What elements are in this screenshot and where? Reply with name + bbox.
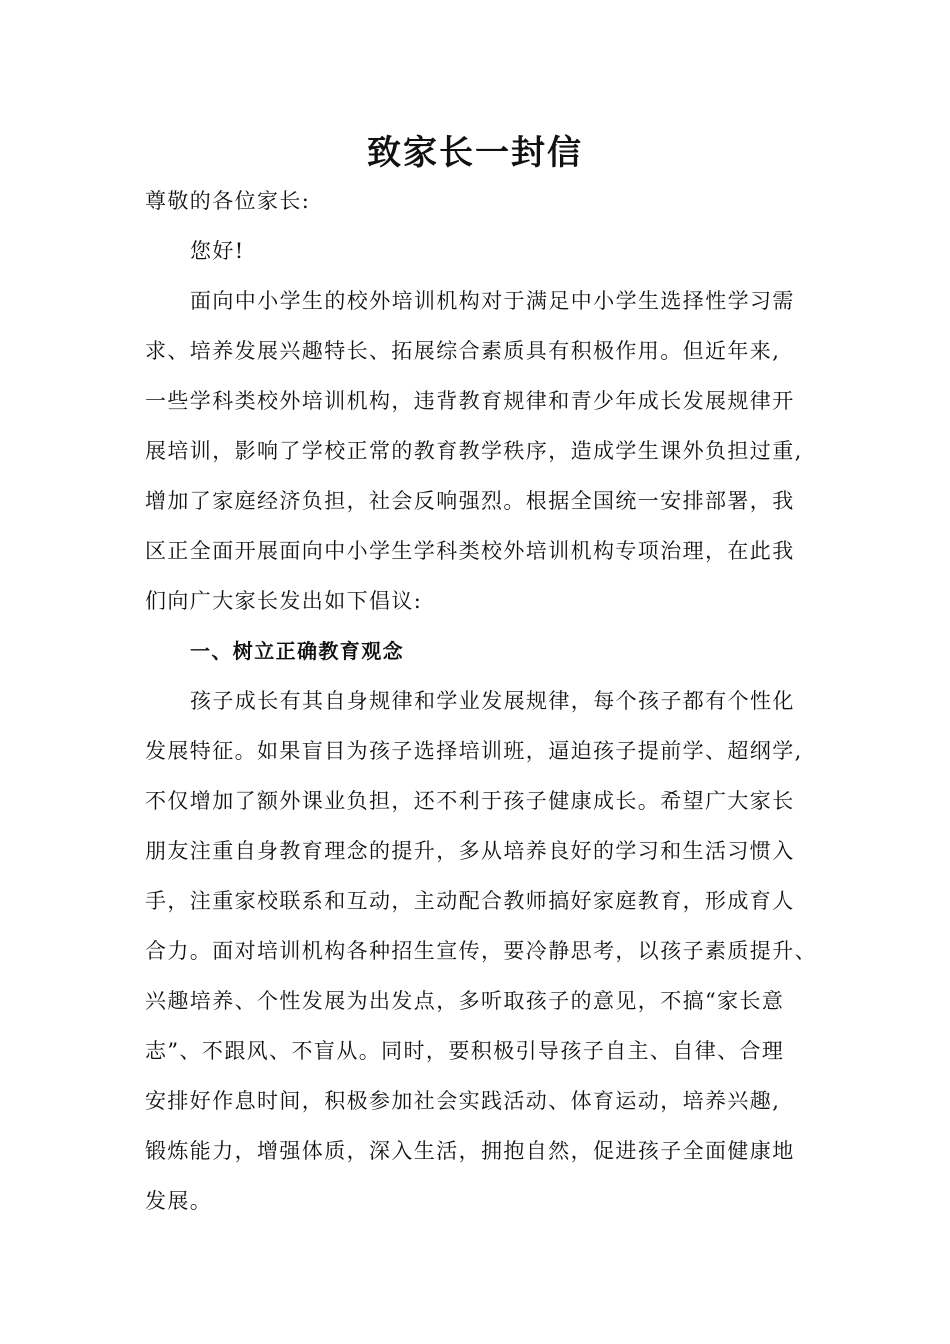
- section-line: 兴趣培养、个性发展为出发点，多听取孩子的意见，不搞“家长意: [145, 989, 785, 1013]
- letter-title: 致家长一封信: [367, 133, 583, 173]
- intro-line: 面向中小学生的校外培训机构对于满足中小学生选择性学习需: [190, 289, 795, 313]
- intro-line: 区正全面开展面向中小学生学科类校外培训机构专项治理，在此我: [145, 539, 795, 563]
- intro-line: 展培训，影响了学校正常的教育教学秩序，造成学生课外负担过重,: [145, 439, 803, 463]
- section-line: 手，注重家校联系和互动，主动配合教师搞好家庭教育，形成育人: [145, 889, 795, 913]
- section-line: 不仅增加了额外课业负担，还不利于孩子健康成长。希望广大家长: [145, 789, 795, 813]
- section-line: 合力。面对培训机构各种招生宣传，要冷静思考，以孩子素质提升、: [145, 939, 817, 963]
- intro-line: 增加了家庭经济负担，社会反响强烈。根据全国统一安排部署，我: [145, 489, 795, 513]
- section-line: 安排好作息时间，积极参加社会实践活动、体育运动，培养兴趣,: [145, 1089, 781, 1113]
- section-heading: 一、树立正确教育观念: [190, 639, 404, 663]
- intro-line: 一些学科类校外培训机构，违背教育规律和青少年成长发展规律开: [145, 389, 795, 413]
- intro-line: 们向广大家长发出如下倡议:: [145, 589, 423, 613]
- greeting: 您好!: [190, 239, 245, 263]
- intro-line: 求、培养发展兴趣特长、拓展综合素质具有积极作用。但近年来,: [145, 339, 781, 363]
- section-line: 朋友注重自身教育理念的提升，多从培养良好的学习和生活习惯入: [145, 839, 795, 863]
- section-line: 志”、不跟风、不盲从。同时，要积极引导孩子自主、自律、合理: [145, 1039, 785, 1063]
- salutation: 尊敬的各位家长:: [145, 189, 311, 213]
- section-line: 锻炼能力，增强体质，深入生活，拥抱自然，促进孩子全面健康地: [145, 1139, 795, 1163]
- section-line: 孩子成长有其自身规律和学业发展规律，每个孩子都有个性化: [190, 689, 795, 713]
- section-line: 发展特征。如果盲目为孩子选择培训班，逼迫孩子提前学、超纲学,: [145, 739, 803, 763]
- section-line: 发展。: [145, 1189, 213, 1213]
